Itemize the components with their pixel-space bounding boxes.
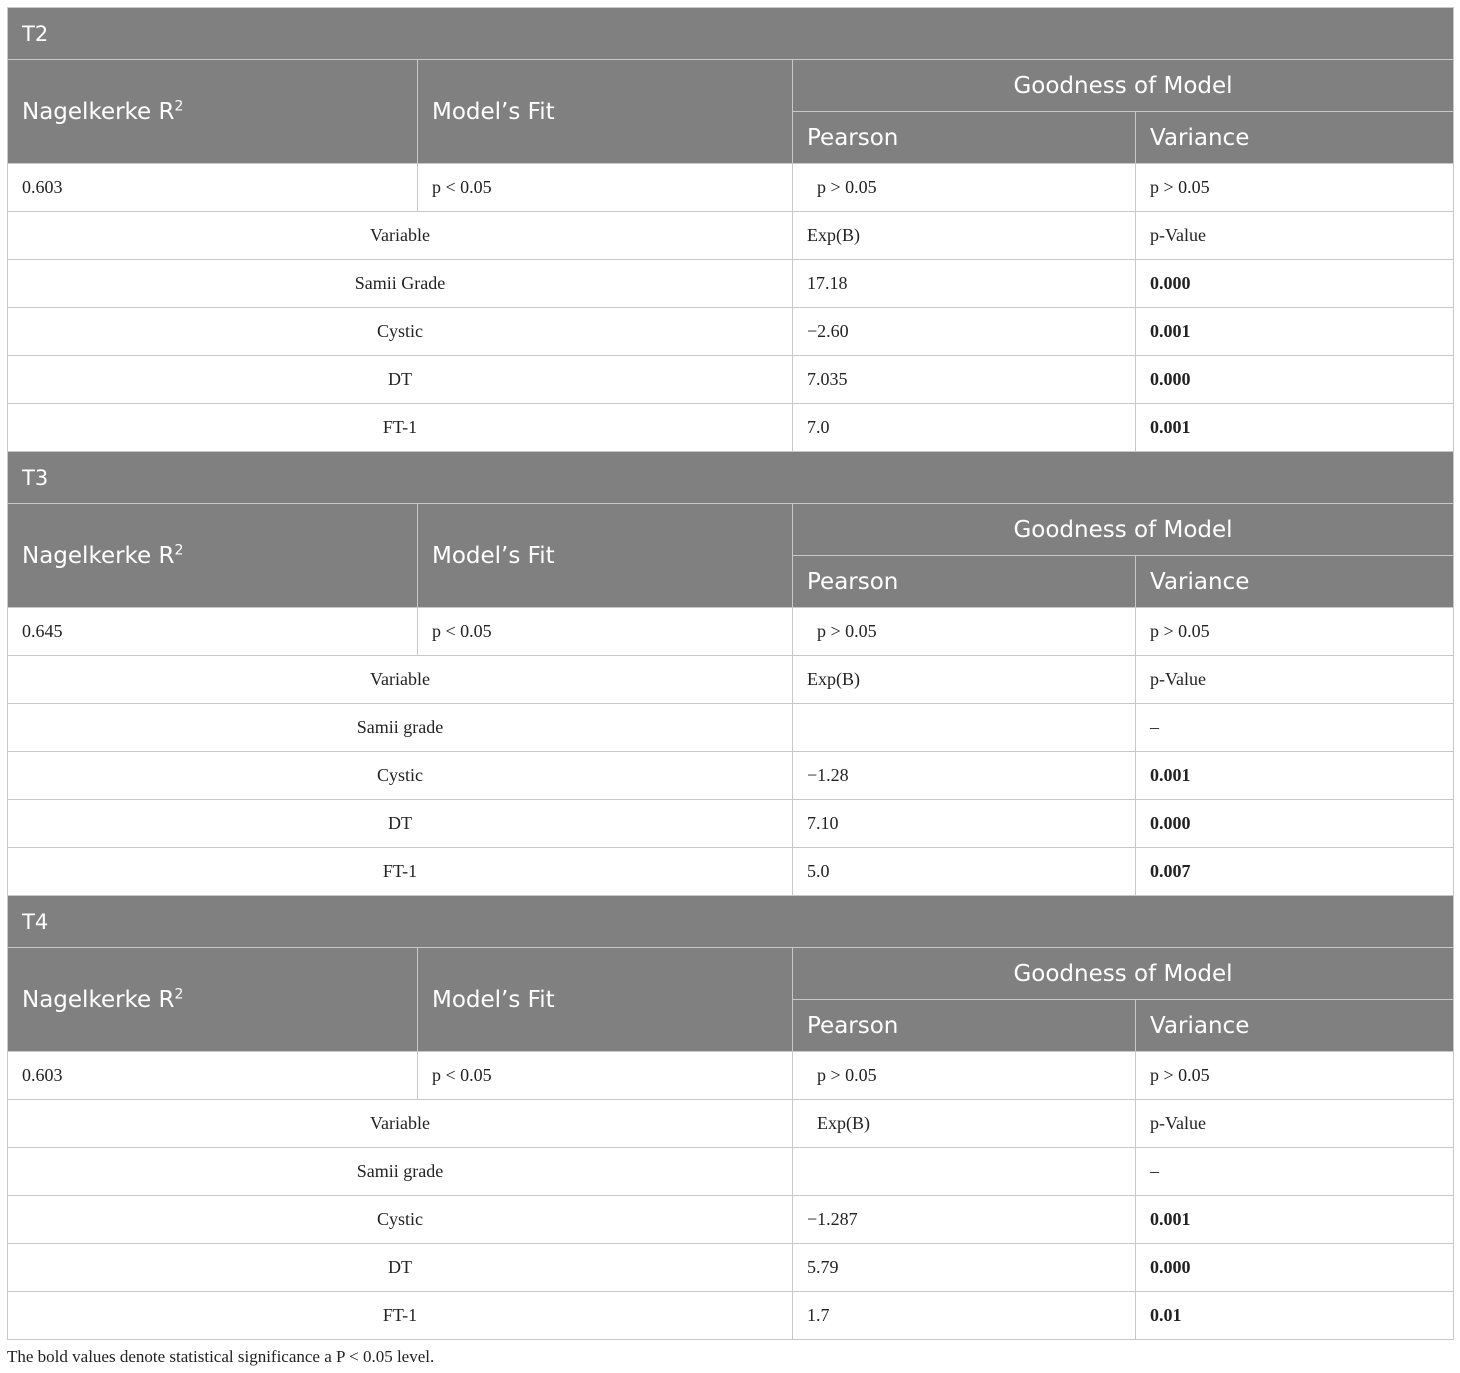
variable-name: Samii grade bbox=[8, 1148, 793, 1196]
pearson-value: p > 0.05 bbox=[793, 1052, 1136, 1100]
variable-name: Cystic bbox=[8, 308, 793, 356]
expb-value: 7.10 bbox=[793, 800, 1136, 848]
p-value: 0.001 bbox=[1136, 308, 1454, 356]
expb-value bbox=[793, 704, 1136, 752]
expb-value: −1.28 bbox=[793, 752, 1136, 800]
model-fit-value: p < 0.05 bbox=[418, 164, 793, 212]
nagelkerke-label: Nagelkerke R bbox=[22, 986, 175, 1013]
pearson-header: Pearson bbox=[793, 112, 1136, 164]
variable-column-label: Variable bbox=[8, 212, 793, 260]
p-value: 0.007 bbox=[1136, 848, 1454, 896]
table-row bbox=[8, 1244, 1454, 1292]
expb-value: −1.287 bbox=[793, 1196, 1136, 1244]
summary-row bbox=[8, 164, 1454, 212]
variance-value: p > 0.05 bbox=[1136, 608, 1454, 656]
pearson-header: Pearson bbox=[793, 556, 1136, 608]
p-value: 0.001 bbox=[1136, 404, 1454, 452]
nagelkerke-value: 0.603 bbox=[8, 1052, 418, 1100]
variable-column-label: Variable bbox=[8, 656, 793, 704]
section-title: T2 bbox=[8, 8, 1454, 60]
nagelkerke-superscript: 2 bbox=[174, 97, 184, 114]
variance-value: p > 0.05 bbox=[1136, 1052, 1454, 1100]
pvalue-column-label: p-Value bbox=[1136, 656, 1454, 704]
pearson-header: Pearson bbox=[793, 1000, 1136, 1052]
models-fit-header: Model’s Fit bbox=[418, 60, 793, 164]
table-row bbox=[8, 1148, 1454, 1196]
expb-value: 7.0 bbox=[793, 404, 1136, 452]
expb-value: −2.60 bbox=[793, 308, 1136, 356]
nagelkerke-header bbox=[8, 60, 418, 164]
variance-header: Variance bbox=[1136, 1000, 1454, 1052]
nagelkerke-header bbox=[8, 504, 418, 608]
expb-column-label: Exp(B) bbox=[793, 656, 1136, 704]
nagelkerke-value: 0.645 bbox=[8, 608, 418, 656]
variable-name: DT bbox=[8, 800, 793, 848]
expb-column-label: Exp(B) bbox=[793, 1100, 1136, 1148]
variable-header-row bbox=[8, 1100, 1454, 1148]
table-row bbox=[8, 260, 1454, 308]
variable-column-label: Variable bbox=[8, 1100, 793, 1148]
p-value: 0.000 bbox=[1136, 260, 1454, 308]
models-fit-header: Model’s Fit bbox=[418, 948, 793, 1052]
variable-name: Samii grade bbox=[8, 704, 793, 752]
p-value: 0.000 bbox=[1136, 1244, 1454, 1292]
variable-name: Cystic bbox=[8, 752, 793, 800]
summary-row bbox=[8, 608, 1454, 656]
variable-name: Samii Grade bbox=[8, 260, 793, 308]
variable-header-row bbox=[8, 212, 1454, 260]
variable-name: Cystic bbox=[8, 1196, 793, 1244]
table-row bbox=[8, 1196, 1454, 1244]
nagelkerke-superscript: 2 bbox=[174, 541, 184, 558]
regression-table bbox=[7, 7, 1454, 1340]
expb-column-label: Exp(B) bbox=[793, 212, 1136, 260]
expb-value: 1.7 bbox=[793, 1292, 1136, 1340]
model-fit-value: p < 0.05 bbox=[418, 1052, 793, 1100]
table-row bbox=[8, 404, 1454, 452]
variable-name: FT-1 bbox=[8, 404, 793, 452]
nagelkerke-label: Nagelkerke R bbox=[22, 98, 175, 125]
goodness-of-model-header: Goodness of Model bbox=[793, 948, 1454, 1000]
table-row bbox=[8, 848, 1454, 896]
goodness-of-model-header: Goodness of Model bbox=[793, 504, 1454, 556]
column-header-row bbox=[8, 60, 1454, 112]
models-fit-header: Model’s Fit bbox=[418, 504, 793, 608]
table-row bbox=[8, 752, 1454, 800]
expb-value: 17.18 bbox=[793, 260, 1136, 308]
p-value: 0.001 bbox=[1136, 1196, 1454, 1244]
table-row bbox=[8, 1292, 1454, 1340]
model-fit-value: p < 0.05 bbox=[418, 608, 793, 656]
table-row bbox=[8, 800, 1454, 848]
p-value: – bbox=[1136, 1148, 1454, 1196]
table-row bbox=[8, 308, 1454, 356]
section-title: T4 bbox=[8, 896, 1454, 948]
nagelkerke-header bbox=[8, 948, 418, 1052]
expb-value bbox=[793, 1148, 1136, 1196]
column-header-row bbox=[8, 504, 1454, 556]
results-table-container bbox=[7, 7, 1453, 1340]
section-header-row bbox=[8, 896, 1454, 948]
nagelkerke-label: Nagelkerke R bbox=[22, 542, 175, 569]
nagelkerke-value: 0.603 bbox=[8, 164, 418, 212]
column-header-row bbox=[8, 948, 1454, 1000]
expb-value: 5.79 bbox=[793, 1244, 1136, 1292]
p-value: 0.000 bbox=[1136, 800, 1454, 848]
variance-header: Variance bbox=[1136, 556, 1454, 608]
expb-value: 7.035 bbox=[793, 356, 1136, 404]
section-header-row bbox=[8, 8, 1454, 60]
table-row bbox=[8, 704, 1454, 752]
section-title: T3 bbox=[8, 452, 1454, 504]
goodness-of-model-header: Goodness of Model bbox=[793, 60, 1454, 112]
pearson-value: p > 0.05 bbox=[793, 164, 1136, 212]
table-footnote: The bold values denote statistical significance a P < 0.05 level. bbox=[7, 1347, 435, 1366]
summary-row bbox=[8, 1052, 1454, 1100]
variable-name: DT bbox=[8, 1244, 793, 1292]
variable-header-row bbox=[8, 656, 1454, 704]
nagelkerke-superscript: 2 bbox=[174, 985, 184, 1002]
variable-name: DT bbox=[8, 356, 793, 404]
table-row bbox=[8, 356, 1454, 404]
pvalue-column-label: p-Value bbox=[1136, 212, 1454, 260]
p-value: 0.001 bbox=[1136, 752, 1454, 800]
variable-name: FT-1 bbox=[8, 848, 793, 896]
section-header-row bbox=[8, 452, 1454, 504]
p-value: – bbox=[1136, 704, 1454, 752]
pvalue-column-label: p-Value bbox=[1136, 1100, 1454, 1148]
p-value: 0.01 bbox=[1136, 1292, 1454, 1340]
p-value: 0.000 bbox=[1136, 356, 1454, 404]
pearson-value: p > 0.05 bbox=[793, 608, 1136, 656]
expb-value: 5.0 bbox=[793, 848, 1136, 896]
variable-name: FT-1 bbox=[8, 1292, 793, 1340]
variance-header: Variance bbox=[1136, 112, 1454, 164]
variance-value: p > 0.05 bbox=[1136, 164, 1454, 212]
